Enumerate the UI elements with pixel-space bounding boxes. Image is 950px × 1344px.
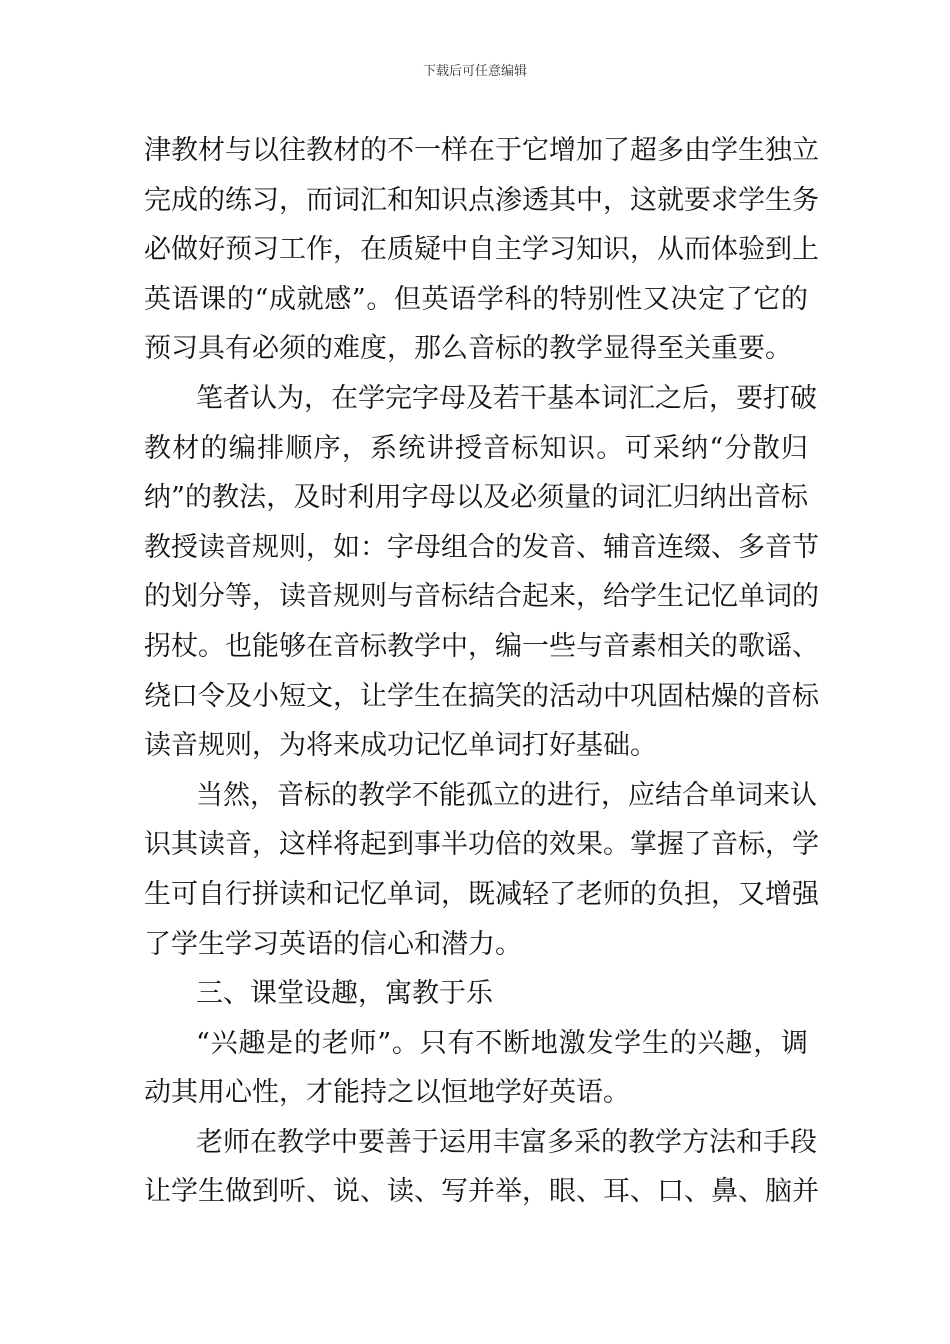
text-line: 预习具有必须的难度，那么音标的教学显得至关重要。	[144, 333, 792, 365]
text-line: 老师在教学中要善于运用丰富多采的教学方法和手段	[196, 1126, 817, 1158]
text-line: 读音规则，为将来成功记忆单词打好基础。	[144, 730, 657, 762]
text-line: 当然，音标的教学不能孤立的进行，应结合单词来认	[196, 779, 817, 811]
page-header: 下载后可任意编辑	[422, 64, 527, 79]
text-line: 英语课的“成就感”。但英语学科的特别性又决定了它的	[144, 283, 808, 315]
text-line: 的划分等，读音规则与音标结合起来，给学生记忆单词的	[144, 581, 819, 613]
text-line: 笔者认为，在学完字母及若干基本词汇之后，要打破	[196, 382, 817, 414]
text-line: 让学生做到听、说、读、写并举，眼、耳、口、鼻、脑并	[144, 1176, 819, 1208]
text-line: 动其用心性，才能持之以恒地学好英语。	[144, 1077, 630, 1109]
text-line: 三、课堂设趣，寓教于乐	[196, 978, 493, 1010]
text-line: 生可自行拼读和记忆单词，既减轻了老师的负担，又增强	[144, 878, 819, 910]
text-line: 完成的练习，而词汇和知识点渗透其中，这就要求学生务	[144, 184, 819, 216]
text-line: 识其读音，这样将起到事半功倍的效果。掌握了音标，学	[144, 829, 819, 861]
text-line: 纳”的教法，及时利用字母以及必须量的词汇归纳出音标	[144, 482, 808, 514]
text-line: 绕口令及小短文，让学生在搞笑的活动中巩固枯燥的音标	[144, 680, 819, 712]
text-line: 了学生学习英语的信心和潜力。	[144, 928, 522, 960]
text-line: 拐杖。也能够在音标教学中，编一些与音素相关的歌谣、	[144, 630, 819, 662]
text-line: 教授读音规则，如：字母组合的发音、辅音连缀、多音节	[144, 531, 819, 563]
text-line: 必做好预习工作，在质疑中自主学习知识，从而体验到上	[144, 234, 819, 266]
text-line: “兴趣是的老师”。只有不断地激发学生的兴趣，调	[196, 1027, 808, 1059]
text-line: 教材的编排顺序，系统讲授音标知识。可采纳“分散归	[144, 432, 808, 464]
text-line: 津教材与以往教材的不一样在于它增加了超多由学生独立	[144, 135, 819, 166]
body-text	[144, 126, 819, 1217]
